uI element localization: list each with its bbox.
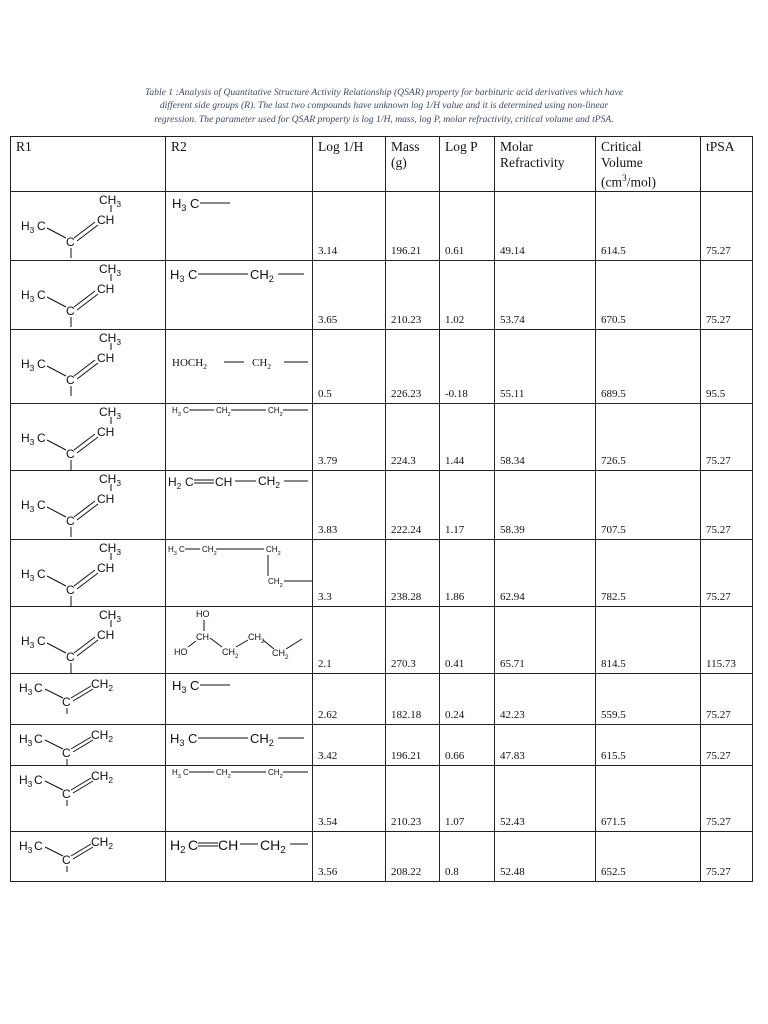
table-row	[11, 606, 753, 673]
header-log-ih: Log 1/H	[313, 137, 386, 192]
svg-text:C: C	[66, 372, 75, 387]
svg-text:C: C	[188, 836, 199, 853]
table-row	[11, 539, 753, 606]
svg-text:CH2: $CH_2$	[258, 473, 281, 490]
svg-text:CH: CH	[218, 836, 239, 853]
svg-text:CH2: $CH_2$	[216, 767, 231, 780]
svg-text:CH: CH	[196, 631, 209, 642]
svg-text:C: C	[66, 582, 75, 597]
cell-cv: 782.5	[596, 539, 701, 606]
cell-cv: 670.5	[596, 260, 701, 329]
svg-text:CH: CH	[97, 424, 115, 439]
table-row	[11, 673, 753, 724]
svg-text:C: C	[66, 649, 75, 664]
r1-structure	[11, 539, 166, 606]
svg-text:CH2: $CH_2$	[250, 730, 274, 748]
cell-logp: 0.66	[440, 724, 495, 765]
header-mass-unit: (g)	[391, 155, 407, 170]
svg-text:H2: $H_2$	[168, 474, 182, 491]
svg-text:CH2: $CH_2$	[260, 836, 286, 856]
caption-line-2: different side groups (R). The last two compounds have unknown log 1/H value and it is determined using non-linear	[159, 100, 609, 112]
cell-mass: 208.22	[386, 831, 440, 881]
cell-tpsa: 75.27	[701, 673, 753, 724]
svg-text:H3: $H_3$	[19, 731, 33, 748]
svg-text:C: C	[66, 446, 75, 461]
r1-structure	[11, 606, 166, 673]
svg-text:C: C	[183, 405, 189, 415]
cell-cv: 559.5	[596, 673, 701, 724]
cell-cv: 726.5	[596, 403, 701, 470]
header-r2: R2	[166, 137, 313, 192]
svg-text:CH2: $CH_2$	[248, 631, 265, 645]
svg-text:CH: CH	[97, 212, 115, 227]
svg-text:CH: CH	[97, 281, 115, 296]
svg-text:C: C	[188, 730, 198, 746]
svg-text:C: C	[37, 218, 46, 233]
cell-logp: 1.44	[440, 403, 495, 470]
svg-text:CH3: $CH_3$	[99, 404, 122, 421]
r2-structure	[166, 606, 313, 673]
r2-structure	[166, 191, 313, 260]
header-mass	[386, 137, 440, 192]
svg-text:CH2: $CH_2$	[250, 266, 274, 284]
svg-text:C: C	[179, 544, 185, 554]
cell-cv: 689.5	[596, 329, 701, 403]
r2-structure	[166, 765, 313, 831]
svg-text:C: C	[37, 287, 46, 302]
cell-mr: 58.34	[495, 403, 596, 470]
svg-text:H3: $H_3$	[19, 838, 33, 855]
cell-mass: 196.21	[386, 724, 440, 765]
cell-mr: 55.11	[495, 329, 596, 403]
cell-tpsa: 115.73	[701, 606, 753, 673]
r1-structure	[11, 191, 166, 260]
r1-structure	[11, 260, 166, 329]
cell-tpsa: 75.27	[701, 724, 753, 765]
svg-text:C: C	[37, 566, 46, 581]
svg-text:H3: $H_3$	[21, 218, 35, 235]
cell-mr: 52.43	[495, 765, 596, 831]
header-r1: R1	[11, 137, 166, 192]
r2-structure	[166, 260, 313, 329]
svg-text:H3: $H_3$	[21, 497, 35, 514]
svg-text:H3: $H_3$	[172, 767, 181, 780]
cell-log-ih: 3.79	[313, 403, 386, 470]
svg-text:C: C	[34, 680, 43, 695]
svg-text:CH: CH	[97, 627, 115, 642]
cell-log-ih: 3.14	[313, 191, 386, 260]
header-tpsa: tPSA	[701, 137, 753, 192]
header-mr-line1: Molar	[500, 139, 533, 154]
svg-text:H3: $H_3$	[19, 680, 33, 697]
cell-logp: 1.86	[440, 539, 495, 606]
svg-text:HOCH2: $HOCH_2$	[172, 356, 208, 371]
cell-mass: 226.23	[386, 329, 440, 403]
cell-logp: 0.8	[440, 831, 495, 881]
svg-text:H3: $H_3$	[21, 633, 35, 650]
svg-text:HO: HO	[174, 646, 188, 657]
svg-text:CH2: $CH_2$	[252, 356, 272, 371]
cell-cv: 707.5	[596, 470, 701, 539]
r2-structure	[166, 470, 313, 539]
table-row	[11, 260, 753, 329]
svg-text:C: C	[66, 513, 75, 528]
table-row	[11, 329, 753, 403]
r2-structure	[166, 329, 313, 403]
svg-text:H3: $H_3$	[170, 266, 185, 284]
cell-mr: 52.48	[495, 831, 596, 881]
header-cv-sup: 3	[622, 174, 627, 184]
svg-text:H3: $H_3$	[21, 566, 35, 583]
cell-logp: 1.17	[440, 470, 495, 539]
header-logp: Log P	[440, 137, 495, 192]
cell-mass: 196.21	[386, 191, 440, 260]
r2-structure	[166, 673, 313, 724]
cell-mass: 182.18	[386, 673, 440, 724]
r1-structure	[11, 831, 166, 881]
cell-tpsa: 75.27	[701, 260, 753, 329]
table-row	[11, 191, 753, 260]
cell-logp: 0.24	[440, 673, 495, 724]
table-row	[11, 403, 753, 470]
svg-text:H2: $H_2$	[170, 836, 186, 856]
cell-log-ih: 3.83	[313, 470, 386, 539]
cell-log-ih: 3.42	[313, 724, 386, 765]
svg-text:C: C	[66, 234, 75, 249]
cell-mr: 58.39	[495, 470, 596, 539]
svg-text:C: C	[62, 786, 71, 801]
cell-mass: 222.24	[386, 470, 440, 539]
svg-text:H3: $H_3$	[21, 430, 35, 447]
cell-mr: 49.14	[495, 191, 596, 260]
cell-log-ih: 3.54	[313, 765, 386, 831]
r2-structure	[166, 831, 313, 881]
cell-mass: 238.28	[386, 539, 440, 606]
header-cv-line2: Volume	[601, 155, 643, 170]
cell-logp: 1.02	[440, 260, 495, 329]
svg-text:C: C	[62, 852, 71, 867]
cell-mass: 224.3	[386, 403, 440, 470]
cell-mr: 42.23	[495, 673, 596, 724]
svg-text:C: C	[37, 430, 46, 445]
r1-structure	[11, 765, 166, 831]
svg-text:CH3: $CH_3$	[99, 540, 122, 557]
cell-log-ih: 2.1	[313, 606, 386, 673]
svg-text:CH2: $CH_2$	[266, 544, 281, 557]
svg-text:C: C	[188, 266, 198, 282]
cell-log-ih: 2.62	[313, 673, 386, 724]
svg-text:C: C	[62, 745, 71, 760]
svg-text:CH: CH	[97, 491, 115, 506]
svg-text:C: C	[37, 356, 46, 371]
cell-tpsa: 75.27	[701, 831, 753, 881]
r1-structure	[11, 724, 166, 765]
svg-text:H3: $H_3$	[19, 772, 33, 789]
svg-text:C: C	[37, 633, 46, 648]
caption-line-3: regression. The parameter used for QSAR property is log 1/H, mass, log P, molar refractivity, critical volume and tPSA.	[154, 113, 614, 125]
r2-structure	[166, 403, 313, 470]
header-cv-line3a: (cm	[601, 174, 622, 190]
cell-tpsa: 75.27	[701, 403, 753, 470]
header-row	[11, 137, 753, 192]
svg-text:C: C	[190, 195, 200, 211]
cell-logp: -0.18	[440, 329, 495, 403]
table-row	[11, 724, 753, 765]
cell-cv: 614.5	[596, 191, 701, 260]
svg-text:CH: CH	[97, 350, 115, 365]
svg-text:C: C	[34, 731, 43, 746]
svg-text:CH3: $CH_3$	[99, 192, 122, 209]
svg-text:CH3: $CH_3$	[99, 261, 122, 278]
caption-line-1: Table 1 :Analysis of Quantitative Structure Activity Relationship (QSAR) property for barbituric acid derivatives which have	[144, 87, 624, 98]
cell-mr: 53.74	[495, 260, 596, 329]
svg-text:CH: CH	[97, 560, 115, 575]
cell-log-ih: 3.56	[313, 831, 386, 881]
cell-tpsa: 75.27	[701, 470, 753, 539]
svg-text:CH2: $CH_2$	[91, 676, 114, 693]
svg-text:CH2: $CH_2$	[91, 727, 114, 744]
svg-text:CH2: $CH_2$	[268, 405, 283, 418]
header-mr-line2: Refractivity	[500, 155, 565, 170]
svg-text:H3: $H_3$	[172, 405, 181, 418]
cell-log-ih: 3.65	[313, 260, 386, 329]
cell-cv: 671.5	[596, 765, 701, 831]
table-row	[11, 831, 753, 881]
svg-text:CH3: $CH_3$	[99, 330, 122, 347]
cell-logp: 0.61	[440, 191, 495, 260]
header-cv-line1: Critical	[601, 139, 642, 154]
cell-mr: 47.83	[495, 724, 596, 765]
svg-text:CH2: $CH_2$	[202, 544, 217, 557]
header-cv-line3b: /mol)	[626, 174, 656, 190]
cell-tpsa: 75.27	[701, 765, 753, 831]
table-row	[11, 765, 753, 831]
cell-logp: 0.41	[440, 606, 495, 673]
svg-text:C: C	[62, 694, 71, 709]
r2-structure	[166, 724, 313, 765]
cell-log-ih: 3.3	[313, 539, 386, 606]
cell-tpsa: 95.5	[701, 329, 753, 403]
svg-text:CH2: $CH_2$	[222, 646, 239, 660]
cell-mr: 65.71	[495, 606, 596, 673]
svg-text:C: C	[190, 677, 200, 693]
svg-text:CH3: $CH_3$	[99, 471, 122, 488]
cell-cv: 615.5	[596, 724, 701, 765]
cell-tpsa: 75.27	[701, 539, 753, 606]
table-caption	[70, 86, 698, 126]
svg-text:C: C	[34, 772, 43, 787]
cell-mass: 210.23	[386, 260, 440, 329]
svg-text:H3: $H_3$	[21, 287, 35, 304]
header-critical-volume	[596, 137, 701, 192]
svg-text:H3: $H_3$	[170, 730, 185, 748]
svg-text:C: C	[183, 767, 189, 777]
r1-structure	[11, 673, 166, 724]
cell-cv: 814.5	[596, 606, 701, 673]
table-row	[11, 470, 753, 539]
svg-text:C: C	[37, 497, 46, 512]
svg-text:CH2: $CH_2$	[268, 767, 283, 780]
svg-text:C: C	[34, 838, 43, 853]
r1-structure	[11, 470, 166, 539]
svg-text:H3: $H_3$	[172, 677, 187, 695]
cell-mass: 270.3	[386, 606, 440, 673]
r1-structure	[11, 403, 166, 470]
r1-structure	[11, 329, 166, 403]
cell-log-ih: 0.5	[313, 329, 386, 403]
cell-tpsa: 75.27	[701, 191, 753, 260]
header-mass-label: Mass	[391, 139, 420, 154]
svg-text:CH3: $CH_3$	[99, 607, 122, 624]
cell-cv: 652.5	[596, 831, 701, 881]
svg-text:C: C	[66, 303, 75, 318]
svg-text:H3: $H_3$	[21, 356, 35, 373]
svg-text:CH2: $CH_2$	[91, 834, 114, 851]
svg-text:CH: CH	[215, 474, 233, 489]
cell-logp: 1.07	[440, 765, 495, 831]
qsar-table	[10, 136, 753, 882]
r2-structure	[166, 539, 313, 606]
svg-text:C: C	[185, 474, 194, 489]
svg-text:H3: $H_3$	[172, 195, 187, 213]
svg-text:CH2: $CH_2$	[91, 768, 114, 785]
svg-text:CH2: $CH_2$	[268, 576, 283, 589]
cell-mr: 62.94	[495, 539, 596, 606]
svg-text:HO: HO	[196, 608, 210, 619]
svg-text:CH2: $CH_2$	[216, 405, 231, 418]
svg-text:H3: $H_3$	[168, 544, 177, 557]
cell-mass: 210.23	[386, 765, 440, 831]
header-molar-refractivity	[495, 137, 596, 192]
svg-text:CH2: $CH_2$	[272, 647, 289, 661]
